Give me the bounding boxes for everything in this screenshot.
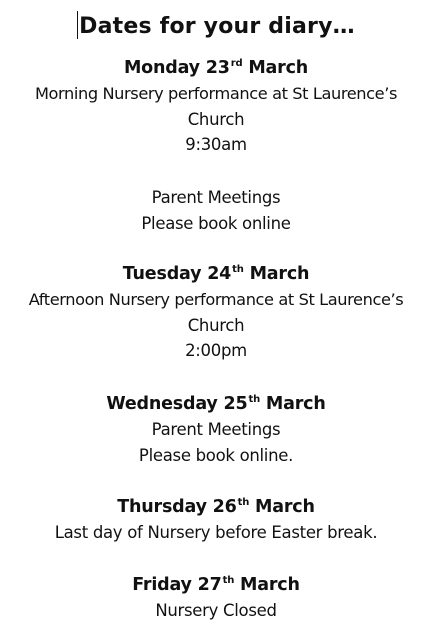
document-title — [0, 10, 432, 44]
event-date: Friday 27th March — [132, 575, 300, 595]
event-friday — [0, 572, 432, 624]
event-detail: Parent Meetings — [151, 188, 281, 207]
event-date: Thursday 26th March — [117, 497, 315, 517]
event-detail: Nursery Closed — [155, 601, 277, 620]
event-detail: Please book online. — [138, 445, 294, 465]
event-detail: Church — [187, 109, 245, 129]
event-time: 9:30am — [185, 135, 247, 154]
event-detail: Please book online — [141, 213, 291, 233]
event-parent-meetings — [0, 185, 432, 236]
event-time: 2:00pm — [185, 341, 247, 360]
event-tuesday — [0, 261, 432, 364]
event-detail: Morning Nursery performance at St Laurence’s — [34, 84, 398, 103]
event-thursday — [0, 494, 432, 546]
event-date: Tuesday 24th March — [122, 264, 310, 284]
event-detail: Last day of Nursery before Easter break. — [54, 523, 378, 542]
event-date: Wednesday 25th March — [106, 394, 326, 414]
event-detail: Afternoon Nursery performance at St Laurence’s — [28, 290, 404, 309]
event-wednesday — [0, 391, 432, 468]
event-detail: Church — [187, 315, 245, 335]
event-detail: Parent Meetings — [151, 420, 281, 439]
title-text: Dates for your diary… — [79, 14, 355, 39]
event-date: Monday 23rd March — [123, 58, 309, 78]
event-monday — [0, 55, 432, 158]
